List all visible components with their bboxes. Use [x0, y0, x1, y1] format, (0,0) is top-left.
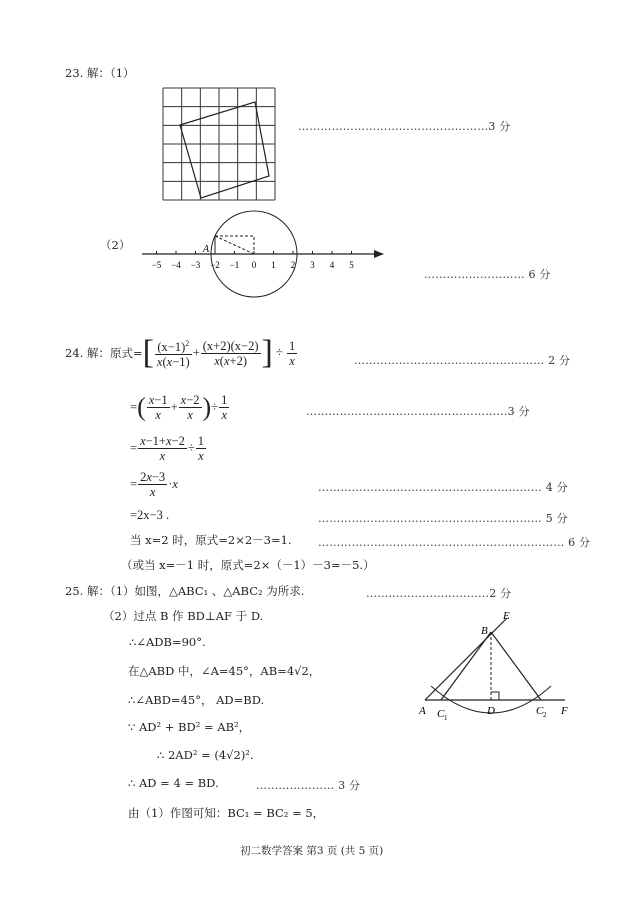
q24-dots-6pts: ………………………………………………………… 6 分 — [318, 536, 591, 549]
q24-line5: =2x−3 . — [130, 508, 170, 522]
q24-line4: = $\frac{2x-3}{x}$ ·x — [130, 470, 178, 499]
label-b: B — [481, 625, 488, 637]
q25-dots-3pts: ………………… 3 分 — [256, 779, 361, 792]
point-a-label: A — [203, 244, 210, 255]
label-a: A — [419, 705, 426, 717]
q24-dots-4pts: …………………………………………………… 4 分 — [318, 481, 568, 494]
page-footer: 初二数学答案 第3 页 (共 5 页) — [240, 845, 384, 857]
tick-label: −2 — [210, 260, 220, 270]
label-d: D — [487, 705, 495, 717]
q25-line5: ∴∠ABD=45°， AD=BD. — [128, 693, 265, 707]
q25-line3: ∴∠ADB=90°. — [129, 635, 206, 649]
q24-dots-2pts: …………………………………………… 2 分 — [354, 354, 571, 367]
grid-figure — [163, 88, 275, 200]
tick-label: −5 — [151, 260, 162, 270]
q23-part2-label: （2） — [100, 238, 131, 252]
q25-dots-2pts: ……………………………2 分 — [366, 587, 512, 600]
tick-label: −1 — [229, 260, 240, 270]
tilted-square — [180, 102, 269, 198]
q25-line4: 在△ABD 中，∠A=45°，AB=4√2， — [128, 664, 321, 678]
tick-label: 1 — [271, 260, 276, 270]
q25-line8: ∴ AD = 4 = BD. — [128, 776, 219, 790]
label-c2: C — [536, 705, 544, 717]
q24-line6: 当 x=2 时，原式=2×2－3=1. — [130, 533, 292, 547]
q25-line7: ∴ 2AD² = (4√2)². — [157, 748, 254, 762]
q24-line2: =( $\frac{x-1}{x}$ + $\frac{x-2}{x}$ )÷ $\frac{1}{x}$ — [130, 392, 228, 422]
number-line-figure — [140, 210, 390, 305]
q24-line7: （或当 x=－1 时，原式=2×（－1）－3=－5.） — [121, 558, 375, 572]
triangle-figure — [415, 610, 580, 722]
q23-dots-3pts: ……………………………………………3 分 — [298, 120, 511, 133]
label-f: F — [561, 705, 568, 717]
q24-line3: = $\frac{x-1+x-2}{x}$ ÷ $\frac{1}{x}$ — [130, 434, 204, 463]
q25-line6: ∵ AD² + BD² = AB²， — [128, 720, 251, 734]
tick-label: 0 — [251, 260, 257, 270]
label-c2-sub: 2 — [543, 711, 547, 719]
q25-line9: 由（1）作图可知：BC₁ = BC₂ = 5， — [128, 806, 325, 820]
tick-label: −3 — [190, 260, 201, 270]
q24-line1: 24. 解：原式=[ $\frac{(x-1)^2}{x(x-1)}$ + $\frac{(x+2)(x-2)}{x(x+2)}$ ] ÷ $\frac{1}{x}$ — [65, 334, 296, 371]
tick-label: −4 — [171, 260, 181, 270]
q25-line1: 25. 解：（1）如图，△ABC₁ 、△ABC₂ 为所求. — [65, 584, 305, 598]
q24-dots-3pts: ………………………………………………3 分 — [306, 405, 530, 418]
q24-dots-5pts: …………………………………………………… 5 分 — [318, 512, 568, 525]
label-e: E — [503, 610, 510, 622]
tick-label: 4 — [329, 260, 335, 270]
tick-label: 5 — [349, 260, 354, 270]
tick-label: 2 — [290, 260, 296, 270]
q23-dots-6pts: ……………………… 6 分 — [424, 268, 551, 281]
label-c1: C — [437, 708, 445, 720]
q25-line2: （2）过点 B 作 BD⊥AF 于 D. — [103, 609, 264, 623]
tick-label: 3 — [310, 260, 315, 270]
label-c1-sub: 1 — [444, 714, 448, 722]
q23-label: 23. 解：（1） — [65, 66, 135, 80]
